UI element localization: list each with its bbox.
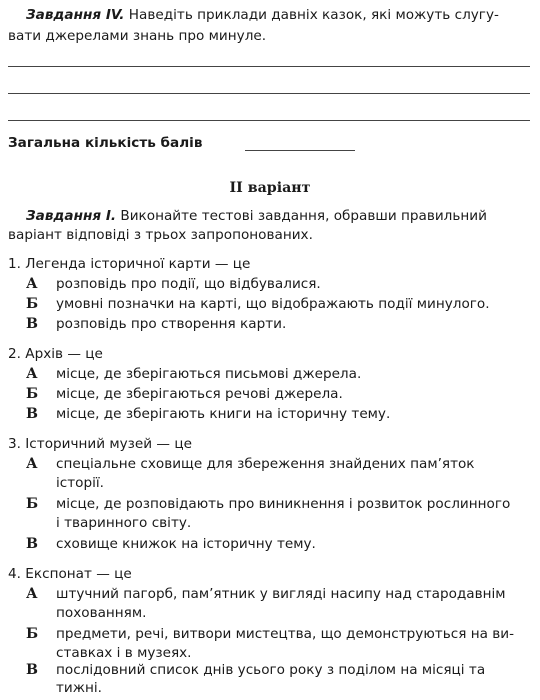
total-score-label: Загальна кількість балів [8,135,203,151]
option-letter: В [26,662,38,678]
option-letter: Б [26,496,39,512]
option-text: місце, де зберігаються речові джерела. [56,386,343,402]
option-text: умовні позначки на карті, що відображають події минулого. [56,296,490,312]
option-text: предмети, речі, витвори мистецтва, що демонструються на ви- [56,626,514,642]
task4-line1 [26,6,530,25]
option-text: місце, де розповідають про виникнення і розвиток рослинного [56,496,511,512]
task1-text-1: Виконайте тестові завдання, обравши правильний [120,208,487,224]
option-text: штучний пагорб, пам’ятник у вигляді насипу над стародавнім [56,586,506,602]
task4-label: Завдання IV. [26,7,125,23]
option-letter: А [26,586,38,602]
option-letter: В [26,536,38,552]
option-text-cont: похованням. [56,605,147,621]
option-text: місце, де зберігають книги на історичну тему. [56,406,391,422]
option-text: сховище книжок на історичну тему. [56,536,316,552]
option-letter: А [26,456,38,472]
question-3: 3. Історичний музей — це [8,436,192,452]
option-letter: Б [26,626,39,642]
option-text-cont: і тваринного світу. [56,515,192,531]
score-blank-line [245,150,355,151]
option-text-cont: ставках і в музеях. [56,645,192,661]
option-letter: В [26,316,38,332]
answer-line-1 [8,66,530,67]
option-letter: А [26,276,38,292]
option-text: спеціальне сховище для збереження знайдених пам’яток [56,456,475,472]
option-letter: В [26,406,38,422]
option-text: послідовний список днів усього року з поділом на місяці та [56,662,486,678]
option-text-cont: історії. [56,475,104,491]
option-text: розповідь про події, що відбувалися. [56,276,321,292]
question-4: 4. Експонат — це [8,566,132,582]
task1-label: Завдання I. [26,208,117,224]
question-1: 1. Легенда історичної карти — це [8,256,251,272]
option-letter: Б [26,386,39,402]
option-text: місце, де зберігаються письмові джерела. [56,366,362,382]
task4-text-1: Наведіть приклади давніх казок, які можуть слугу- [128,7,499,23]
option-letter: А [26,366,38,382]
variant-title: II варіант [229,180,311,196]
task1-line1 [26,207,530,226]
task4-line2: вати джерелами знань про минуле. [8,28,267,44]
task1-line2: варіант відповіді з трьох запропонованих. [8,227,313,243]
answer-line-2 [8,93,530,94]
option-text: розповідь про створення карти. [56,316,287,332]
answer-line-3 [8,120,530,121]
option-letter: Б [26,296,39,312]
option-text-cont: тижні. [56,680,102,696]
question-2: 2. Архів — це [8,346,103,362]
